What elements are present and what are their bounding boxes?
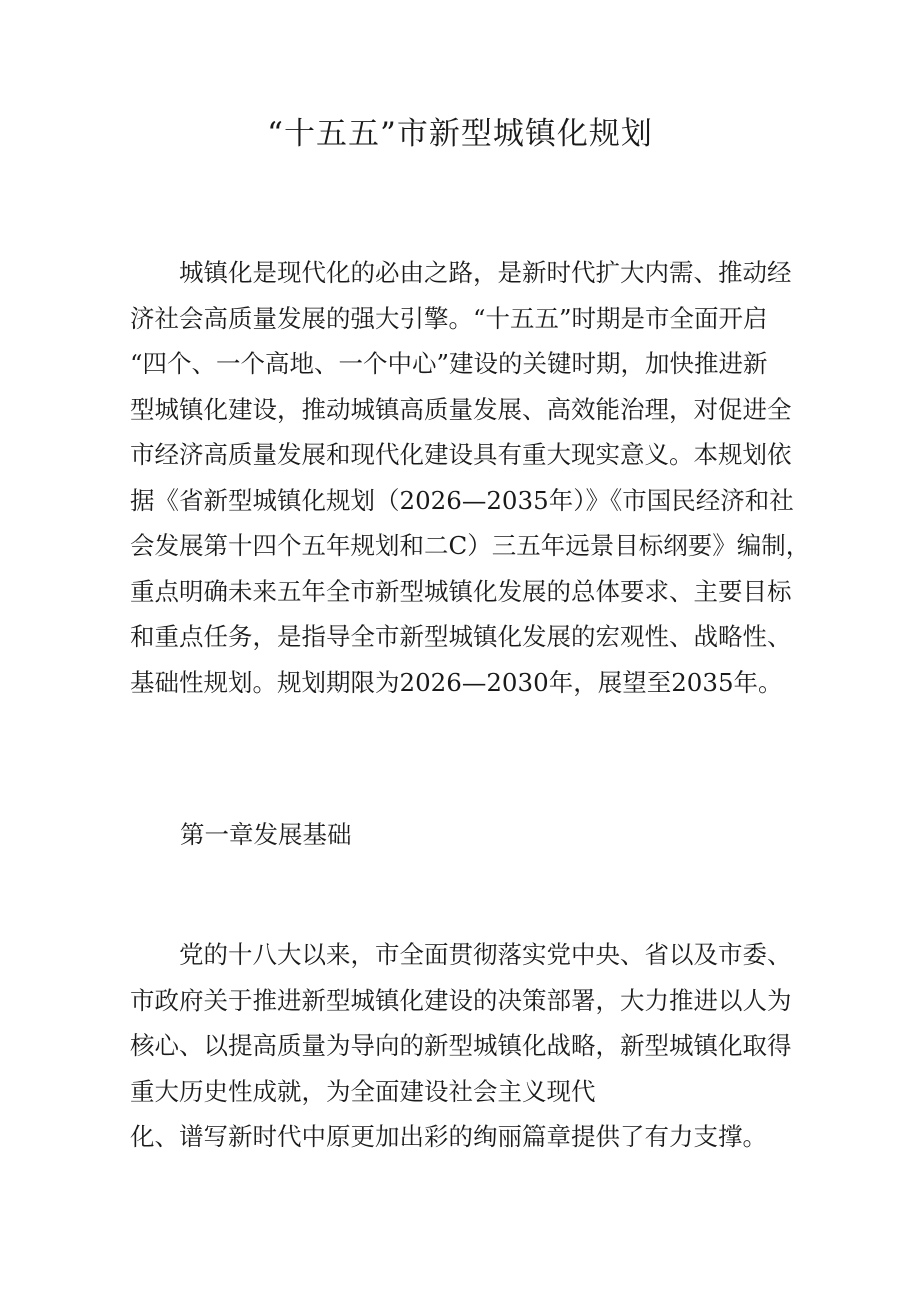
chapter-line: 市政府关于推进新型城镇化建设的决策部署，大力推进以人为 — [130, 985, 792, 1015]
intro-line: 市经济高质量发展和现代化建设具有重大现实意义。本规划依 — [130, 440, 792, 469]
chapter-line: 党的十八大以来，市全面贯彻落实党中央、省以及市委、 — [179, 940, 792, 969]
intro-line: “四个、一个高地、一个中心”建设的关键时期，加快推进新 — [130, 349, 768, 378]
intro-line: 基础性规划。规划期限为2026—2030年，展望至2035年。 — [130, 667, 783, 697]
intro-line: 和重点任务，是指导全市新型城镇化发展的宏观性、战略性、 — [130, 622, 792, 651]
intro-line: 据《省新型城镇化规划（2026—2035年）》《市国民经济和社 — [130, 485, 794, 515]
chapter-line: 化、谱写新时代中原更加出彩的绚丽篇章提供了有力支撑。 — [130, 1122, 767, 1151]
chapter-heading: 第一章发展基础 — [180, 820, 352, 849]
intro-line: 重点明确未来五年全市新型城镇化发展的总体要求、主要目标 — [130, 576, 792, 606]
intro-line: 济社会高质量发展的强大引擎。“十五五”时期是市全面开启 — [130, 303, 768, 333]
intro-line: 城镇化是现代化的必由之路，是新时代扩大内需、推动经 — [179, 258, 792, 287]
intro-line: 型城镇化建设，推动城镇高质量发展、高效能治理，对促进全 — [130, 394, 792, 424]
intro-paragraph — [130, 250, 810, 705]
chapter-line: 重大历史性成就，为全面建设社会主义现代 — [130, 1076, 596, 1106]
chapter-paragraph — [130, 932, 810, 1160]
chapter-line: 核心、以提高质量为导向的新型城镇化战略，新型城镇化取得 — [130, 1031, 792, 1060]
document-title: “十五五”市新型城镇化规划 — [267, 116, 653, 152]
intro-line: 会发展第十四个五年规划和二C）三五年远景目标纲要》编制， — [130, 531, 811, 560]
